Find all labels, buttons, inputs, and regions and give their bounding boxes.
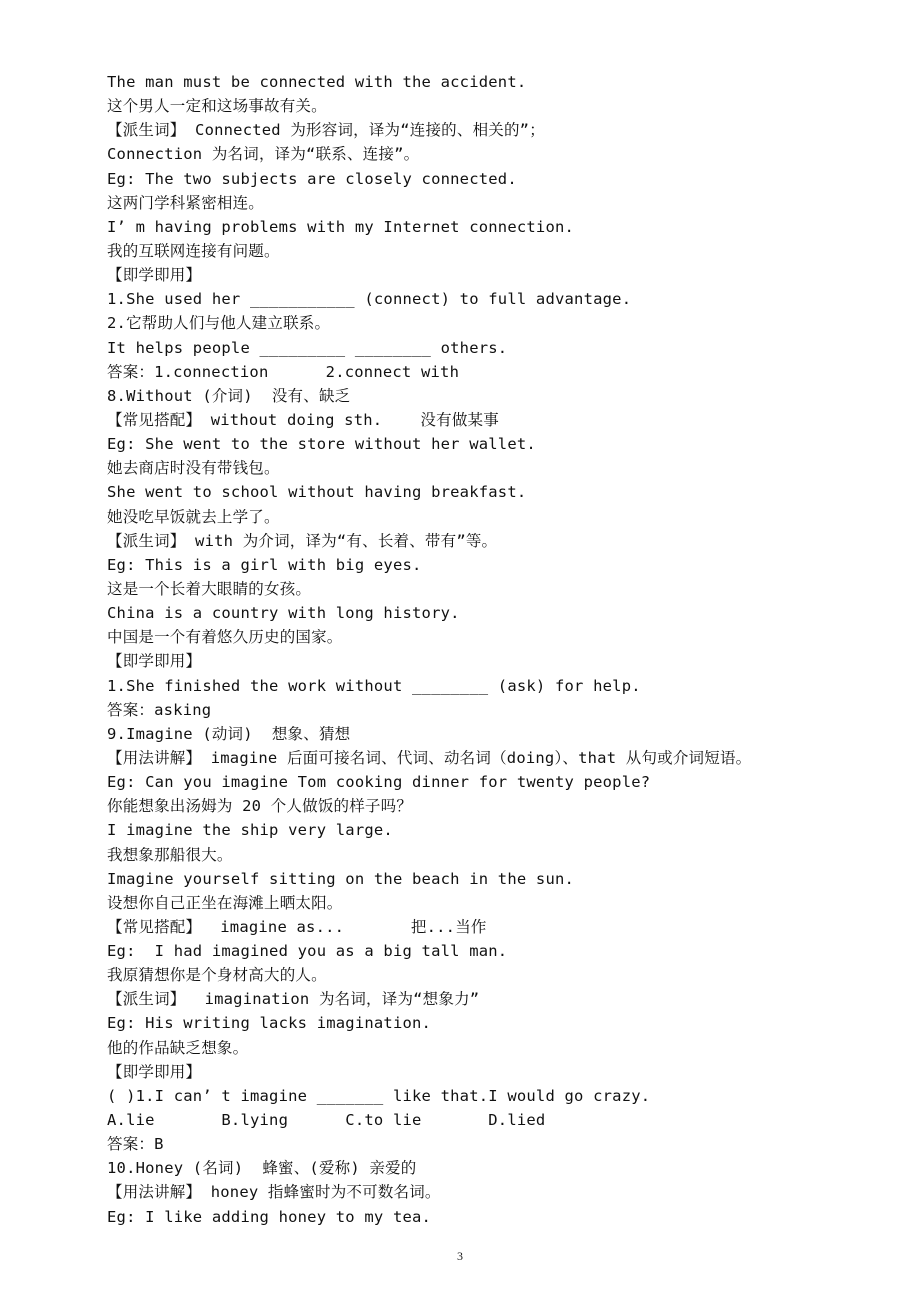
text-line: 【即学即用】 bbox=[107, 652, 202, 671]
text-line: Eg: Can you imagine Tom cooking dinner for twenty people? bbox=[107, 773, 651, 792]
text-line: 我原猜想你是个身材高大的人。 bbox=[107, 966, 327, 985]
text-line: Eg: His writing lacks imagination. bbox=[107, 1014, 432, 1033]
text-line: 你能想象出汤姆为 20 个人做饭的样子吗？ bbox=[107, 797, 413, 816]
text-line: 他的作品缺乏想象。 bbox=[107, 1038, 249, 1057]
text-line: 答案：B bbox=[107, 1135, 164, 1154]
text-line: 这个男人一定和这场事故有关。 bbox=[107, 97, 327, 116]
text-line: 【常见搭配】 without doing sth. 没有做某事 bbox=[107, 410, 499, 429]
text-line: 【常见搭配】 imagine as... 把...当作 bbox=[107, 917, 487, 936]
text-line: 1.She used her ___________ (connect) to full advantage. bbox=[107, 290, 632, 309]
text-line: Eg: This is a girl with big eyes. bbox=[107, 555, 422, 574]
text-line: 【用法讲解】 imagine 后面可接名词、代词、动名词（doing）、that 从句或介词短语。 bbox=[107, 748, 752, 767]
text-line: 这两门学科紧密相连。 bbox=[107, 193, 265, 212]
text-line: Imagine yourself sitting on the beach in the sun. bbox=[107, 869, 575, 888]
text-line: 【用法讲解】 honey 指蜂蜜时为不可数名词。 bbox=[107, 1183, 441, 1202]
text-line: 1.She finished the work without ________ (ask) for help. bbox=[107, 676, 641, 695]
text-line: 【派生词】 Connected 为形容词，译为“连接的、相关的”； bbox=[107, 121, 545, 140]
text-line: 我的互联网连接有问题。 bbox=[107, 241, 280, 260]
text-line: I’ m having problems with my Internet connection. bbox=[107, 217, 575, 236]
text-line: 2.它帮助人们与他人建立联系。 bbox=[107, 314, 331, 333]
text-line: Connection 为名词，译为“联系、连接”。 bbox=[107, 145, 420, 164]
text-line: China is a country with long history. bbox=[107, 604, 460, 623]
text-line: Eg: The two subjects are closely connected. bbox=[107, 169, 517, 188]
text-line: 答案：1.connection 2.connect with bbox=[107, 362, 460, 381]
text-line: 9.Imagine (动词) 想象、猜想 bbox=[107, 724, 351, 743]
text-line: 设想你自己正坐在海滩上晒太阳。 bbox=[107, 893, 343, 912]
text-line: 答案：asking bbox=[107, 700, 212, 719]
text-line: 【派生词】 with 为介词，译为“有、长着、带有”等。 bbox=[107, 531, 498, 550]
text-line: The man must be connected with the accident. bbox=[107, 73, 527, 91]
text-line: 她去商店时没有带钱包。 bbox=[107, 459, 280, 478]
text-line: 【派生词】 imagination 为名词，译为“想象力” bbox=[107, 990, 480, 1009]
text-line: I imagine the ship very large. bbox=[107, 821, 393, 840]
page-number: 3 bbox=[457, 1249, 463, 1263]
text-line: 【即学即用】 bbox=[107, 1062, 202, 1081]
text-line: Eg: I had imagined you as a big tall man. bbox=[107, 942, 508, 961]
text-line: 10.Honey (名词) 蜂蜜、(爱称) 亲爱的 bbox=[107, 1159, 417, 1178]
text-line: 8.Without (介词) 没有、缺乏 bbox=[107, 386, 351, 405]
text-line: A.lie B.lying C.to lie D.lied bbox=[107, 1111, 546, 1130]
text-line: 我想象那船很大。 bbox=[107, 845, 233, 864]
text-line: It helps people _________ ________ others. bbox=[107, 338, 508, 357]
text-line: She went to school without having breakfast. bbox=[107, 483, 527, 502]
text-line: 她没吃早饭就去上学了。 bbox=[107, 507, 280, 526]
text-line: 这是一个长着大眼睛的女孩。 bbox=[107, 579, 312, 598]
text-line: Eg: I like adding honey to my tea. bbox=[107, 1207, 432, 1226]
text-line: 中国是一个有着悠久历史的国家。 bbox=[107, 628, 343, 647]
text-line: ( )1.I can’ t imagine _______ like that.I would go crazy. bbox=[107, 1086, 651, 1105]
text-line: 【即学即用】 bbox=[107, 266, 202, 285]
text-line: Eg: She went to the store without her wallet. bbox=[107, 435, 536, 454]
document-body bbox=[107, 70, 887, 1229]
